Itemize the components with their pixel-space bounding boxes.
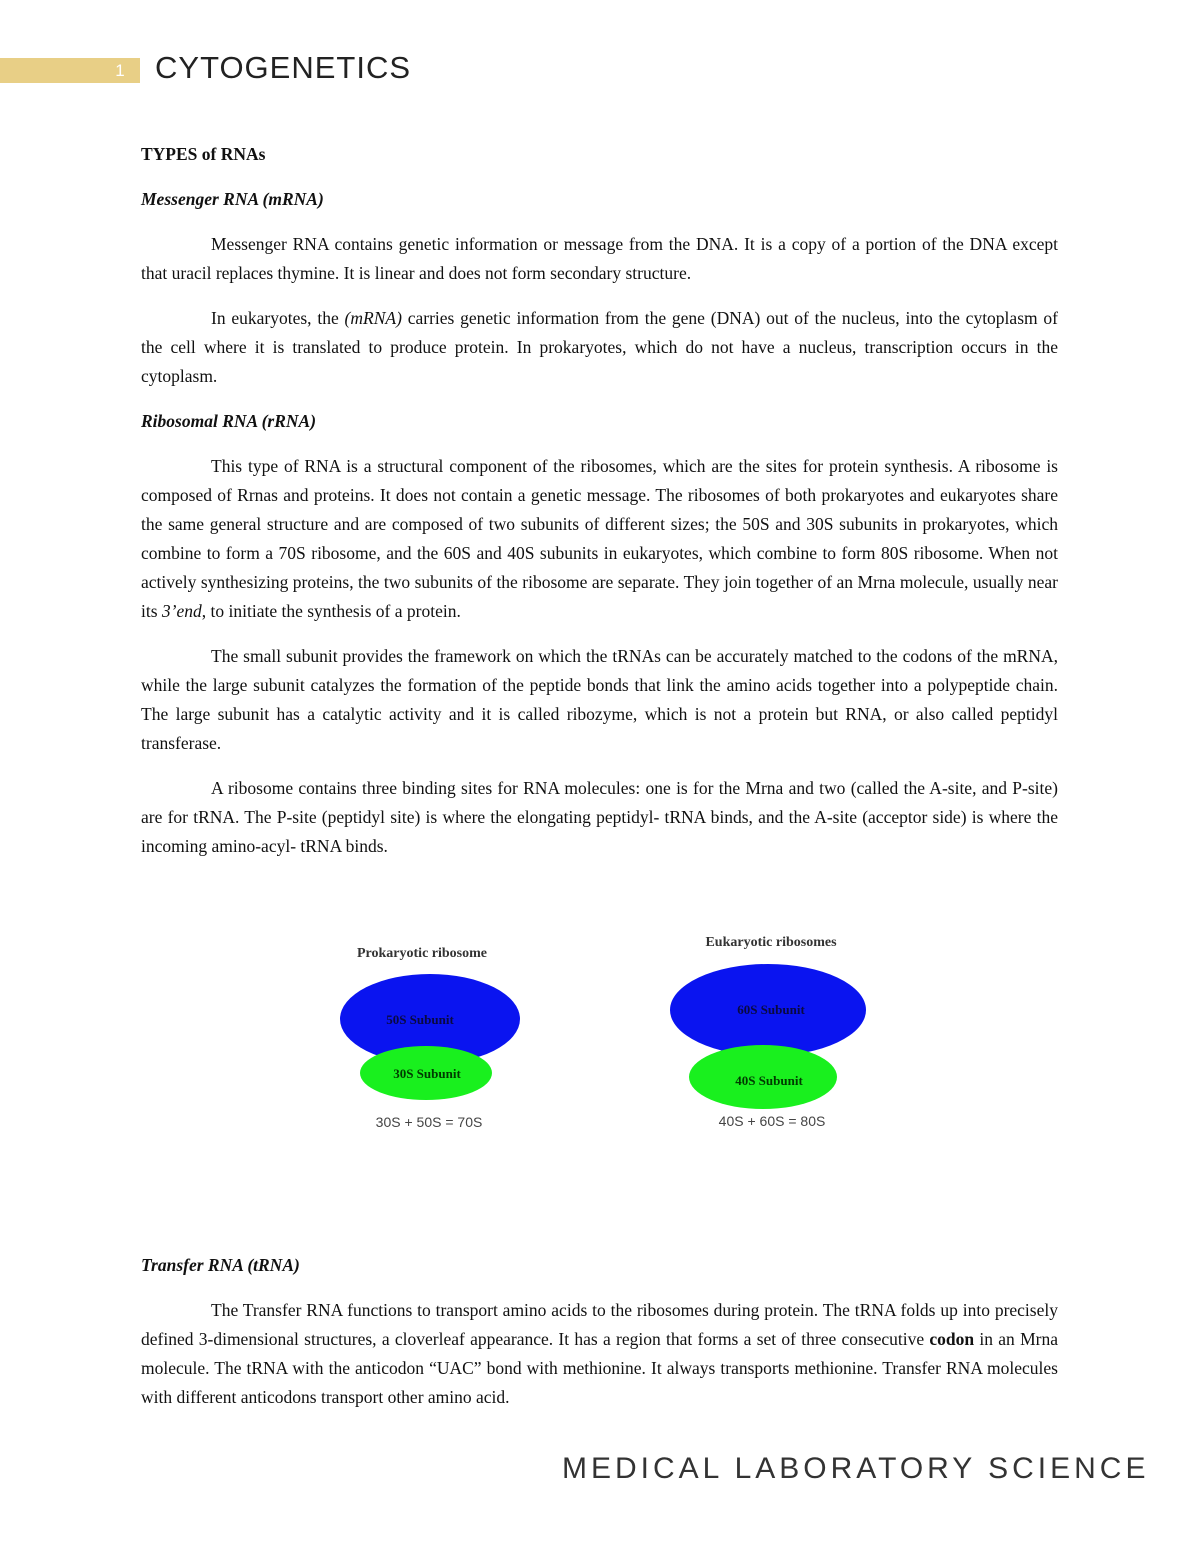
rrna-p1-text-a: This type of RNA is a structural component of the ribosomes, which are the sites for protein synthesis. A ribosome is composed of Rrnas and proteins. It does not contain a genetic message. The ribosomes of both prokaryotes and eukaryotes share the same general structure and are composed of two subunits of different sizes; the 50S and 30S subunits in prokaryotes, which combine to form a 70S ribosome, and the 60S and 40S subunits in eukaryotes, which combine to form 80S ribosome. When not actively synthesizing proteins, the two subunits of the ribosome are separate. They join together of an Mrna molecule, usually near its (141, 456, 1058, 621)
trna-p1-text-b: in an Mrna molecule. The tRNA with the anticodon “UAC” bond with methionine. It always transports methionine. Transfer RNA molecules with different anticodons transport other amino acid. (141, 1329, 1058, 1407)
footer-title: MEDICAL LABORATORY SCIENCE (562, 1452, 1150, 1485)
eukaryotic-40s-label: 40S Subunit (735, 1073, 803, 1088)
mrna-p2-text-b: carries genetic information from the gene (DNA) out of the nucleus, into the cytoplasm of the cell where it is translated to produce protein. In prokaryotes, which do not have a nucleus, transcription occurs in the cytoplasm. (141, 308, 1058, 386)
ribosome-figure (141, 901, 1058, 1201)
ribosome-diagram (141, 901, 1058, 1201)
page-title: CYTOGENETICS (155, 50, 412, 85)
prokaryotic-title: Prokaryotic ribosome (357, 946, 487, 961)
trna-p1-text-a: The Transfer RNA functions to transport amino acids to the ribosomes during protein. The tRNA folds up into precisely defined 3-dimensional structures, a cloverleaf appearance. It has a region that forms a set of three consecutive (141, 1300, 1058, 1349)
mrna-p2-italic: (mRNA) (344, 308, 402, 328)
eukaryotic-title: Eukaryotic ribosomes (705, 935, 837, 950)
rrna-paragraph-2: The small subunit provides the framework on which the tRNAs can be accurately matched to the codons of the mRNA, while the large subunit catalyzes the formation of the peptide bonds that link the amino acids together into a polypeptide chain. The large subunit has a catalytic activity and it is called ribozyme, which is not a protein but RNA, or also called peptidyl transferase. (141, 646, 1058, 753)
rrna-p1-text-b: , to initiate the synthesis of a protein. (201, 601, 461, 621)
mrna-heading: Messenger RNA (mRNA) (141, 189, 324, 209)
prokaryotic-50s-label: 50S Subunit (386, 1012, 454, 1027)
trna-p1-bold: codon (929, 1329, 975, 1349)
trna-paragraph-1 (141, 1296, 1058, 1412)
document-body (141, 140, 1058, 1428)
mrna-paragraph-1: Messenger RNA contains genetic information or message from the DNA. It is a copy of a portion of the DNA except that uracil replaces thymine. It is linear and does not form secondary structure. (141, 234, 1058, 283)
mrna-p2-text-a: In eukaryotes, the (211, 308, 345, 328)
prokaryotic-equation: 30S + 50S = 70S (375, 1114, 483, 1130)
rrna-paragraph-1 (141, 452, 1058, 626)
mrna-paragraph-2 (141, 304, 1058, 391)
eukaryotic-60s-label: 60S Subunit (737, 1002, 805, 1017)
trna-heading: Transfer RNA (tRNA) (141, 1255, 300, 1275)
rrna-p1-italic: 3’end (161, 601, 202, 621)
rrna-paragraph-3: A ribosome contains three binding sites for RNA molecules: one is for the Mrna and two (called the A-site, and P-site) are for tRNA. The P-site (peptidyl site) is where the elongating peptidyl- tRNA binds, and the A-site (acceptor side) is where the incoming amino-acyl- tRNA binds. (141, 778, 1058, 856)
eukaryotic-equation: 40S + 60S = 80S (718, 1113, 826, 1129)
rrna-heading: Ribosomal RNA (rRNA) (141, 411, 317, 431)
types-heading: TYPES of RNAs (141, 144, 266, 164)
prokaryotic-30s-label: 30S Subunit (393, 1066, 461, 1081)
page-number: 1 (115, 61, 125, 80)
